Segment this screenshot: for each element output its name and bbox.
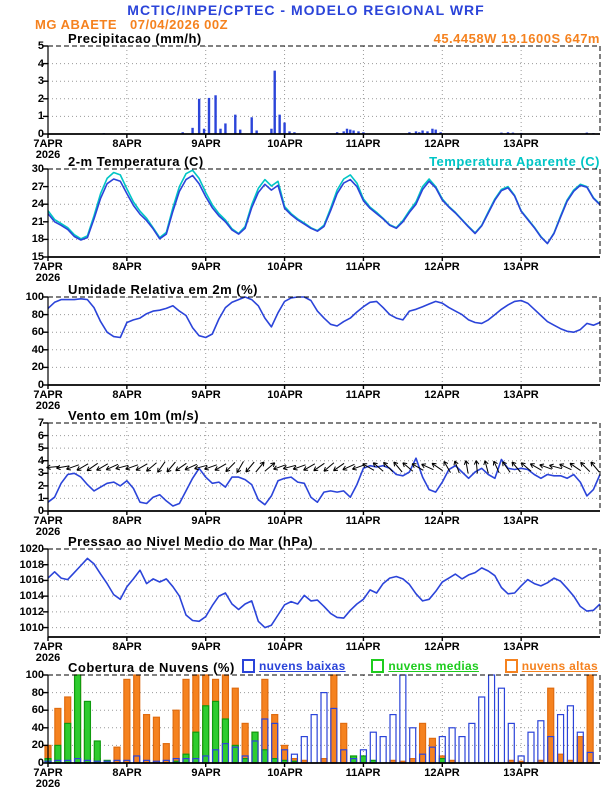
x-tick-label-temperatura: 8APR xyxy=(112,261,142,273)
app-title: MCTIC/INPE/CPTEC - MODELO REGIONAL WRF xyxy=(127,2,485,18)
y-tick-label-pressao: 1016 xyxy=(19,574,44,586)
y-tick-label-umidade-relativa: 20 xyxy=(31,361,44,373)
y-tick-label-vento: 6 xyxy=(37,430,44,442)
y-tick-label-pressao: 1012 xyxy=(19,606,44,618)
x-tick-label-pressao: 8APR xyxy=(112,641,142,653)
y-tick-label-umidade-relativa: 0 xyxy=(37,379,44,391)
legend-label-altas: nuvens altas xyxy=(521,659,598,673)
y-tick-label-precipitacao: 2 xyxy=(37,93,44,105)
x-tick-label-umidade-relativa: 12APR xyxy=(424,389,460,401)
x-tick-label-vento: 8APR xyxy=(112,515,142,527)
x-tick-label-umidade-relativa: 10APR xyxy=(267,389,303,401)
x-tick-label-precipitacao: 12APR xyxy=(424,138,460,150)
y-tick-label-umidade-relativa: 80 xyxy=(31,309,44,321)
y-tick-label-pressao: 1014 xyxy=(19,590,44,602)
station-label: MG ABAETE xyxy=(35,17,118,32)
y-tick-label-vento: 1 xyxy=(37,492,44,504)
x-tick-label-vento: 11APR xyxy=(345,515,381,527)
y-tick-label-cobertura-nuvens: 20 xyxy=(31,739,44,751)
x-tick-label-cobertura-nuvens: 13APR xyxy=(503,767,539,779)
x-tick-label-cobertura-nuvens: 7APR xyxy=(33,767,63,779)
x-tick-label-temperatura: 11APR xyxy=(345,261,381,273)
x-tick-label-precipitacao: 9APR xyxy=(191,138,221,150)
run-datetime: 07/04/2026 00Z xyxy=(130,17,229,32)
y-tick-label-temperatura: 27 xyxy=(31,181,44,193)
x-tick-label-precipitacao: 7APR xyxy=(33,138,63,150)
y-tick-label-cobertura-nuvens: 100 xyxy=(25,669,44,681)
y-tick-label-precipitacao: 1 xyxy=(37,110,44,122)
y-tick-label-precipitacao: 3 xyxy=(37,75,44,87)
y-tick-label-precipitacao: 4 xyxy=(37,58,44,70)
x-tick-label-umidade-relativa: 13APR xyxy=(503,389,539,401)
x-tick-label-pressao: 7APR xyxy=(33,641,63,653)
legend-label-baixas: nuvens baixas xyxy=(259,659,346,673)
x-tick-label-precipitacao: 8APR xyxy=(112,138,142,150)
y-tick-label-umidade-relativa: 40 xyxy=(31,344,44,356)
y-tick-label-vento: 0 xyxy=(37,505,44,517)
y-tick-label-precipitacao: 0 xyxy=(37,128,44,140)
x-year-label-precipitacao: 2026 xyxy=(35,149,61,161)
y-tick-label-vento: 2 xyxy=(37,480,44,492)
y-tick-label-pressao: 1018 xyxy=(19,559,44,571)
y-tick-label-precipitacao: 5 xyxy=(37,40,44,52)
x-tick-label-umidade-relativa: 11APR xyxy=(345,389,381,401)
y-tick-label-cobertura-nuvens: 60 xyxy=(31,704,44,716)
panel-title-precipitacao: Precipitacao (mm/h) xyxy=(68,31,202,46)
x-tick-label-precipitacao: 10APR xyxy=(267,138,303,150)
x-tick-label-cobertura-nuvens: 12APR xyxy=(424,767,460,779)
x-tick-label-vento: 12APR xyxy=(424,515,460,527)
y-tick-label-cobertura-nuvens: 40 xyxy=(31,722,44,734)
x-tick-label-temperatura: 9APR xyxy=(191,261,221,273)
x-tick-label-precipitacao: 13APR xyxy=(503,138,539,150)
panel-title-nuvens: Cobertura de Nuvens (%) xyxy=(68,660,235,675)
x-tick-label-temperatura: 10APR xyxy=(267,261,303,273)
x-year-label-cobertura-nuvens: 2026 xyxy=(35,778,61,790)
x-tick-label-umidade-relativa: 9APR xyxy=(191,389,221,401)
y-tick-label-vento: 3 xyxy=(37,467,44,479)
x-tick-label-umidade-relativa: 7APR xyxy=(33,389,63,401)
y-tick-label-cobertura-nuvens: 0 xyxy=(37,757,44,769)
x-tick-label-vento: 10APR xyxy=(267,515,303,527)
x-tick-label-temperatura: 12APR xyxy=(424,261,460,273)
panel-label-temperatura-aparente: Temperatura Aparente (C) xyxy=(429,154,600,169)
x-tick-label-pressao: 9APR xyxy=(191,641,221,653)
x-year-label-umidade-relativa: 2026 xyxy=(35,400,61,412)
y-tick-label-temperatura: 24 xyxy=(31,198,44,210)
panel-title-pressao: Pressao ao Nivel Medio do Mar (hPa) xyxy=(68,534,314,549)
y-tick-label-pressao: 1010 xyxy=(19,622,44,634)
x-tick-label-cobertura-nuvens: 11APR xyxy=(345,767,381,779)
y-tick-label-pressao: 1020 xyxy=(19,543,44,555)
x-year-label-vento: 2026 xyxy=(35,526,61,538)
x-tick-label-temperatura: 7APR xyxy=(33,261,63,273)
y-tick-label-temperatura: 18 xyxy=(31,233,44,245)
x-tick-label-vento: 7APR xyxy=(33,515,63,527)
x-tick-label-cobertura-nuvens: 9APR xyxy=(191,767,221,779)
x-tick-label-vento: 9APR xyxy=(191,515,221,527)
y-tick-label-umidade-relativa: 60 xyxy=(31,326,44,338)
y-tick-label-temperatura: 30 xyxy=(31,163,44,175)
x-tick-label-pressao: 13APR xyxy=(503,641,539,653)
x-tick-label-cobertura-nuvens: 10APR xyxy=(267,767,303,779)
x-tick-label-temperatura: 13APR xyxy=(503,261,539,273)
legend-label-medias: nuvens medias xyxy=(388,659,479,673)
x-year-label-temperatura: 2026 xyxy=(35,272,61,284)
y-tick-label-temperatura: 21 xyxy=(31,216,44,228)
panel-title-temperatura: 2-m Temperatura (C) xyxy=(68,154,204,169)
x-tick-label-vento: 13APR xyxy=(503,515,539,527)
x-tick-label-cobertura-nuvens: 8APR xyxy=(112,767,142,779)
x-tick-label-pressao: 10APR xyxy=(267,641,303,653)
y-tick-label-vento: 5 xyxy=(37,442,44,454)
panel-title-umidade: Umidade Relativa em 2m (%) xyxy=(68,282,259,297)
x-tick-label-precipitacao: 11APR xyxy=(345,138,381,150)
x-tick-label-umidade-relativa: 8APR xyxy=(112,389,142,401)
x-tick-label-pressao: 12APR xyxy=(424,641,460,653)
panel-title-vento: Vento em 10m (m/s) xyxy=(68,408,200,423)
y-tick-label-cobertura-nuvens: 80 xyxy=(31,687,44,699)
x-tick-label-pressao: 11APR xyxy=(345,641,381,653)
y-tick-label-temperatura: 15 xyxy=(31,251,44,263)
y-tick-label-umidade-relativa: 100 xyxy=(25,291,44,303)
x-year-label-pressao: 2026 xyxy=(35,652,61,664)
coordinates-label: 45.4458W 19.1600S 647m xyxy=(433,31,600,46)
y-tick-label-vento: 4 xyxy=(37,455,44,467)
y-tick-label-vento: 7 xyxy=(37,417,44,429)
